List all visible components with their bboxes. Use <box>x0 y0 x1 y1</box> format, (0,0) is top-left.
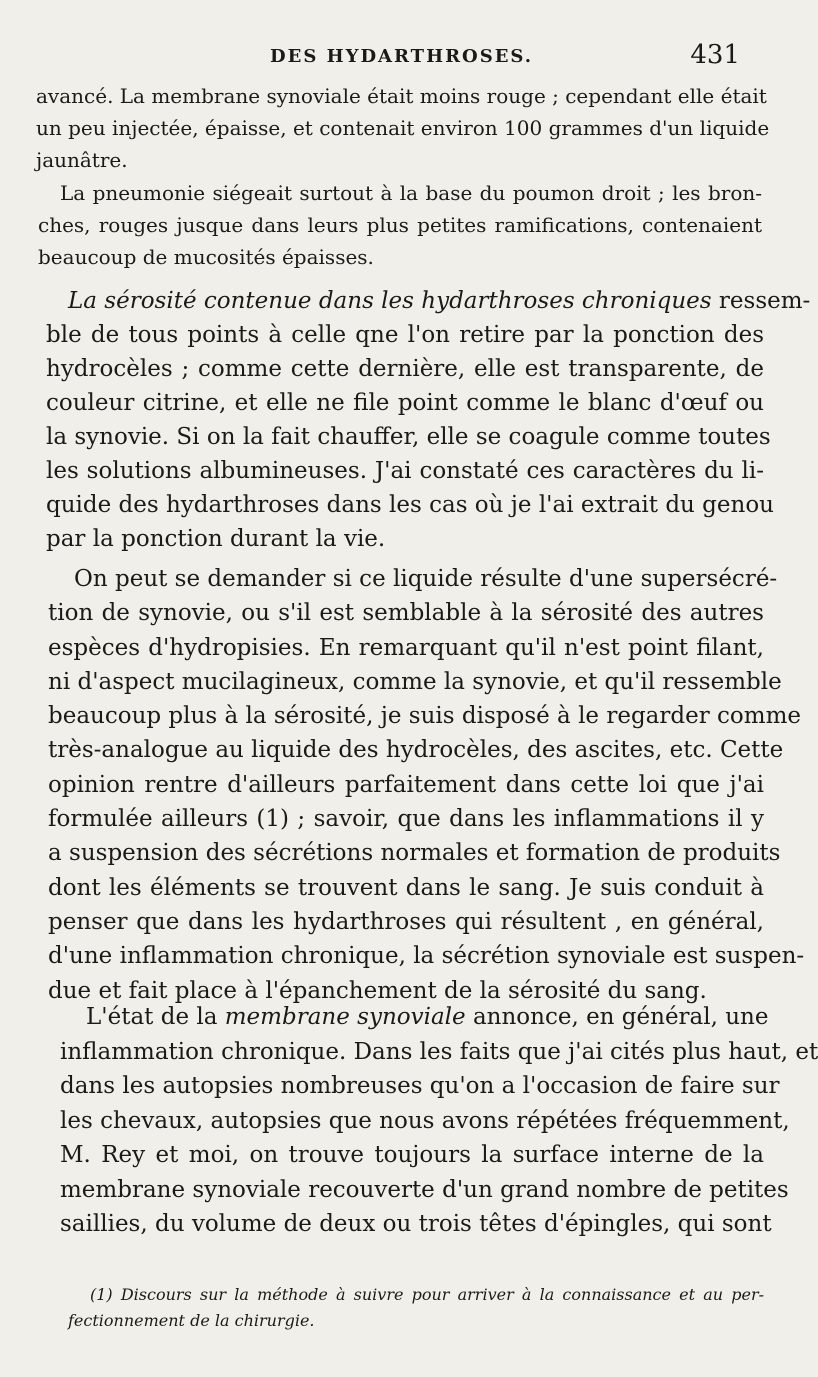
text-line: M. Rey et moi, on trouve toujours la surface interne de la <box>60 1142 764 1168</box>
text-line: avancé. La membrane synoviale était moins rouge ; cependant elle était <box>36 84 767 108</box>
text-line: très-analogue au liquide des hydrocèles, des ascites, etc. Cette <box>48 737 784 764</box>
text-line: On peut se demander si ce liquide résulte d'une supersécré- <box>74 566 778 592</box>
text-line: ble de tous points à celle qne l'on retire par la ponction des <box>46 322 764 348</box>
text-line: d'une inflammation chronique, la sécrétion synoviale est suspen- <box>48 943 805 970</box>
text-line: opinion rentre d'ailleurs parfaitement dans cette loi que j'ai <box>48 771 764 798</box>
text-line: saillies, du volume de deux ou trois têtes d'épingles, qui sont <box>60 1211 772 1237</box>
text-line <box>46 284 811 318</box>
text-line: couleur citrine, et elle ne file point comme le blanc d'œuf ou <box>46 390 764 416</box>
italic-phrase: La sérosité contenue dans les hydarthroses chroniques <box>68 288 712 314</box>
footnote-line: fectionnement de la chirurgie. <box>68 1311 315 1330</box>
paragraph-4 <box>48 562 805 1008</box>
running-title: DES HYDARTHROSES. <box>270 46 534 67</box>
text-line: ches, rouges jusque dans leurs plus petites ramifications, contenaient <box>38 213 762 237</box>
text-line: les solutions albumineuses. J'ai constaté ces caractères du li- <box>46 458 764 484</box>
text-line: formulée ailleurs (1) ; savoir, que dans les inflammations il y <box>48 806 764 833</box>
paragraph-3 <box>46 284 811 556</box>
text-line: dont les éléments se trouvent dans le sang. Je suis conduit à <box>48 874 764 901</box>
text-line: la synovie. Si on la fait chauffer, elle se coagule comme toutes <box>46 424 771 450</box>
italic-phrase: membrane synoviale <box>224 1004 466 1030</box>
paragraph-2 <box>38 177 762 273</box>
text-line: par la ponction durant la vie. <box>46 526 386 552</box>
text-line: beaucoup plus à la sérosité, je suis disposé à le regarder comme <box>48 703 801 730</box>
text-line: les chevaux, autopsies que nous avons répétées fréquemment, <box>60 1107 790 1134</box>
text-line: dans les autopsies nombreuses qu'on a l'occasion de faire sur <box>60 1073 780 1099</box>
text-fragment: L'état de la <box>86 1004 225 1030</box>
text-line: quide des hydarthroses dans les cas où je l'ai extrait du genou <box>46 492 774 518</box>
page-header <box>40 40 740 80</box>
text-line: un peu injectée, épaisse, et contenait environ 100 grammes d'un liquide <box>36 116 770 140</box>
text-line: a suspension des sécrétions normales et formation de produits <box>48 840 781 867</box>
text-line: membrane synoviale recouverte d'un grand nombre de petites <box>60 1176 789 1203</box>
text-line: inflammation chronique. Dans les faits que j'ai cités plus haut, et <box>60 1038 818 1065</box>
text-line: tion de synovie, ou s'il est semblable à la sérosité des autres <box>48 600 764 627</box>
text-line: ni d'aspect mucilagineux, comme la synovie, et qu'il ressemble <box>48 668 782 695</box>
text-fragment: ressem- <box>711 288 811 314</box>
footnote <box>68 1282 764 1334</box>
page-number: 431 <box>690 40 740 70</box>
text-fragment: annonce, en général, une <box>465 1004 769 1030</box>
paragraph-5 <box>60 1000 818 1242</box>
text-line: penser que dans les hydarthroses qui résultent , en général, <box>48 908 764 935</box>
text-line <box>60 1000 769 1035</box>
text-line: due et fait place à l'épanchement de la sérosité du sang. <box>48 977 707 1004</box>
text-line: jaunâtre. <box>36 148 128 172</box>
footnote-line: (1) Discours sur la méthode à suivre pour arriver à la connaissance et au per- <box>90 1285 764 1304</box>
text-line: La pneumonie siégeait surtout à la base du poumon droit ; les bron- <box>60 181 762 205</box>
text-line: espèces d'hydropisies. En remarquant qu'il n'est point filant, <box>48 634 764 661</box>
paragraph-1 <box>36 80 770 176</box>
text-line: beaucoup de mucosités épaisses. <box>38 245 374 269</box>
text-line: hydrocèles ; comme cette dernière, elle est transparente, de <box>46 356 764 382</box>
